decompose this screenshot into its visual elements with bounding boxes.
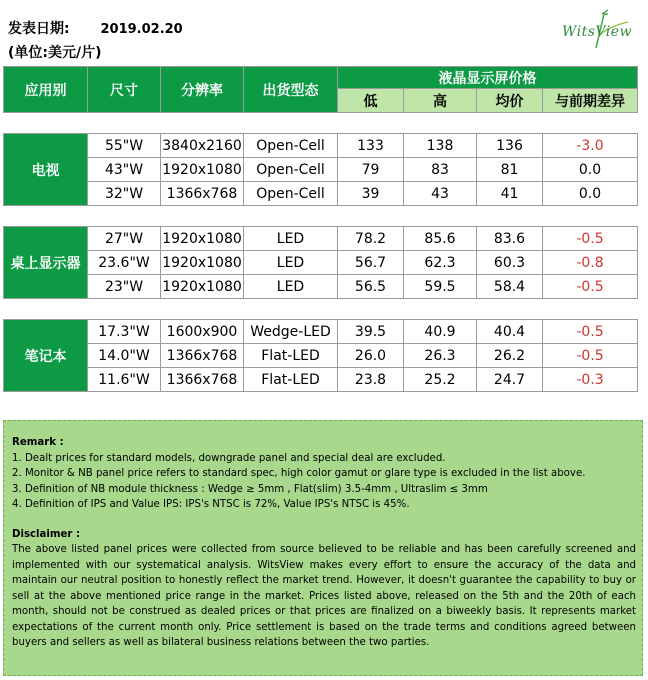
cell-high: 40.9 [404, 320, 477, 344]
unit-label: (单位:美元/片) [8, 45, 102, 61]
table-spacer [4, 299, 638, 320]
cell-type: Open-Cell [244, 182, 338, 206]
cell-low: 23.8 [338, 368, 404, 392]
cell-avg: 40.4 [477, 320, 543, 344]
cell-avg: 136 [477, 134, 543, 158]
cell-high: 25.2 [404, 368, 477, 392]
cell-resolution: 1366x768 [161, 368, 244, 392]
cell-low: 26.0 [338, 344, 404, 368]
cell-avg: 58.4 [477, 275, 543, 299]
logo-text: WitsView [562, 24, 633, 40]
cell-avg: 60.3 [477, 251, 543, 275]
table-row [4, 134, 638, 158]
cell-avg: 41 [477, 182, 543, 206]
col-header-shipment: 出货型态 [244, 67, 338, 113]
cell-type: LED [244, 251, 338, 275]
col-header-size: 尺寸 [88, 67, 161, 113]
table-row [4, 344, 638, 368]
cell-high: 138 [404, 134, 477, 158]
cell-avg: 81 [477, 158, 543, 182]
col-header-price-group: 液晶显示屏价格 [338, 67, 638, 89]
cell-low: 78.2 [338, 227, 404, 251]
cell-low: 39.5 [338, 320, 404, 344]
category-tv: 电视 [4, 134, 88, 206]
cell-diff: -3.0 [543, 134, 638, 158]
cell-size: 43"W [88, 158, 161, 182]
table-row [4, 275, 638, 299]
table-row [4, 320, 638, 344]
cell-high: 62.3 [404, 251, 477, 275]
remark-title: Remark : [12, 437, 64, 448]
cell-low: 79 [338, 158, 404, 182]
date-label: 发表日期: [8, 21, 70, 37]
remark-item: 4. Definition of IPS and Value IPS: IPS's NTSC is 72%, Value IPS's NTSC is 45%. [12, 499, 410, 510]
cell-resolution: 1920x1080 [161, 275, 244, 299]
cell-high: 43 [404, 182, 477, 206]
cell-resolution: 1920x1080 [161, 251, 244, 275]
col-header-resolution: 分辨率 [161, 67, 244, 113]
cell-low: 39 [338, 182, 404, 206]
cell-diff: -0.8 [543, 251, 638, 275]
cell-size: 55"W [88, 134, 161, 158]
cell-low: 56.5 [338, 275, 404, 299]
cell-diff: 0.0 [543, 182, 638, 206]
date-value: 2019.02.20 [100, 22, 183, 37]
disclaimer-text: The above listed panel prices were collected from source believed to be reliable and has been carefully screened and implemented with our systematical analysis. WitsView makes every effort to ensure the accuracy of the data and maintain our neutral position to honestly reflect the market trend. However, it doesn't guarantee the capability to buy or sell at the above mentioned price range in the market. Prices listed above, released on the 5th and the 20th of each month, should not be construed as dealed prices or that prices are finalized on a biweekly basis. It represents market expectations of the current month only. Price settlement is based on the trade terms and conditions agreed between buyers and sellers as well as bilateral business relations between the two parties. [12, 544, 636, 648]
table-spacer [4, 113, 638, 134]
cell-diff: -0.5 [543, 344, 638, 368]
col-header-application: 应用别 [4, 67, 88, 113]
cell-size: 23"W [88, 275, 161, 299]
cell-high: 59.5 [404, 275, 477, 299]
remark-item: 2. Monitor & NB panel price refers to standard spec, high color gamut or glare type is excluded in the list above. [12, 468, 586, 479]
table-row [4, 182, 638, 206]
cell-high: 85.6 [404, 227, 477, 251]
cell-size: 23.6"W [88, 251, 161, 275]
table-row [4, 368, 638, 392]
cell-type: LED [244, 227, 338, 251]
remark-item: 3. Definition of NB module thickness : Wedge ≥ 5mm , Flat(slim) 3.5-4mm , Ultraslim ≤ 3mm [12, 483, 488, 495]
witsview-logo [558, 8, 640, 52]
col-header-avg: 均价 [477, 89, 543, 113]
cell-high: 26.3 [404, 344, 477, 368]
price-table [3, 66, 638, 392]
cell-type: Flat-LED [244, 368, 338, 392]
cell-avg: 83.6 [477, 227, 543, 251]
cell-size: 17.3"W [88, 320, 161, 344]
cell-low: 56.7 [338, 251, 404, 275]
cell-diff: -0.5 [543, 275, 638, 299]
cell-type: Open-Cell [244, 158, 338, 182]
publish-date [8, 18, 183, 38]
cell-size: 32"W [88, 182, 161, 206]
category-monitor: 桌上显示器 [4, 227, 88, 299]
cell-avg: 26.2 [477, 344, 543, 368]
disclaimer-title: Disclaimer : [12, 528, 81, 540]
table-spacer [4, 206, 638, 227]
remark-item: 1. Dealt prices for standard models, downgrade panel and special deal are excluded. [12, 452, 446, 464]
cell-diff: -0.5 [543, 227, 638, 251]
cell-resolution: 1366x768 [161, 344, 244, 368]
col-header-diff: 与前期差异 [543, 89, 638, 113]
cell-size: 11.6"W [88, 368, 161, 392]
col-header-low: 低 [338, 89, 404, 113]
cell-diff: 0.0 [543, 158, 638, 182]
col-header-high: 高 [404, 89, 477, 113]
table-row [4, 251, 638, 275]
cell-high: 83 [404, 158, 477, 182]
cell-type: Open-Cell [244, 134, 338, 158]
cell-size: 27"W [88, 227, 161, 251]
remark-box [3, 420, 643, 676]
cell-type: Flat-LED [244, 344, 338, 368]
table-row [4, 227, 638, 251]
cell-resolution: 1366x768 [161, 182, 244, 206]
cell-resolution: 3840x2160 [161, 134, 244, 158]
cell-resolution: 1920x1080 [161, 227, 244, 251]
table-row [4, 158, 638, 182]
category-notebook: 笔记本 [4, 320, 88, 392]
cell-avg: 24.7 [477, 368, 543, 392]
cell-type: LED [244, 275, 338, 299]
cell-resolution: 1920x1080 [161, 158, 244, 182]
cell-diff: -0.3 [543, 368, 638, 392]
cell-size: 14.0"W [88, 344, 161, 368]
cell-diff: -0.5 [543, 320, 638, 344]
cell-type: Wedge-LED [244, 320, 338, 344]
cell-resolution: 1600x900 [161, 320, 244, 344]
cell-low: 133 [338, 134, 404, 158]
